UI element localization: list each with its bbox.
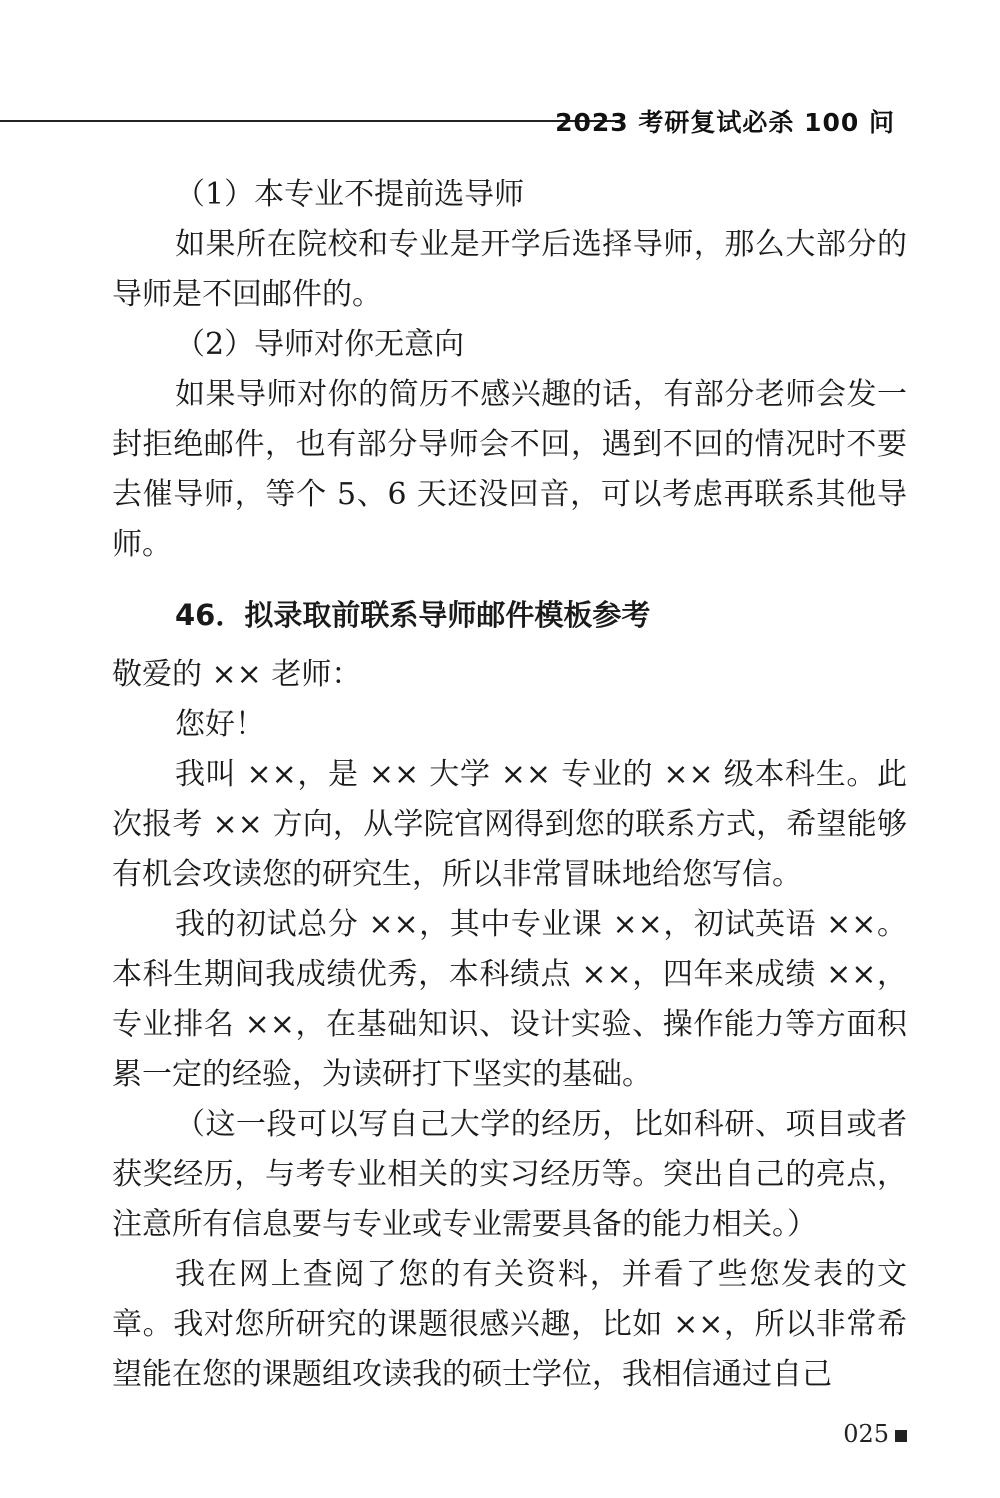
body-paragraph: 如果所在院校和专业是开学后选择导师，那么大部分的导师是不回邮件的。 [112, 227, 907, 312]
section-heading: 46．拟录取前联系导师邮件模板参考 [175, 598, 651, 632]
page-body [112, 170, 907, 1400]
letter-note-paragraph: （这一段可以写自己大学的经历，比如科研、项目或者获奖经历，与考专业相关的实习经历等。突出自己的亮点，注意所有信息要与专业或专业需要具备的能力相关。） [112, 1107, 907, 1242]
page-number-text: 025 [843, 1420, 889, 1448]
subheading-2: （2）导师对你无意向 [175, 327, 465, 362]
page-number [843, 1420, 907, 1448]
letter-paragraph: 我的初试总分 ××，其中专业课 ××，初试英语 ××。本科生期间我成绩优秀，本科绩点 ××，四年来成绩 ××，专业排名 ××，在基础知识、设计实验、操作能力等方面积累一定的经验，为读研打下坚实的基础。 [112, 907, 907, 1092]
letter-paragraph: 我叫 ××，是 ×× 大学 ×× 专业的 ×× 级本科生。此次报考 ×× 方向，从学院官网得到您的联系方式，希望能够有机会攻读您的研究生，所以非常冒昧地给您写信。 [112, 757, 907, 892]
page-marker-square [895, 1430, 907, 1442]
subheading-1: （1）本专业不提前选导师 [175, 177, 525, 212]
body-paragraph: 如果导师对你的简历不感兴趣的话，有部分老师会发一封拒绝邮件，也有部分导师会不回，遇到不回的情况时不要去催导师，等个 5、6 天还没回音，可以考虑再联系其他导师。 [112, 377, 907, 562]
running-header-title: 2023 考研复试必杀 100 问 [555, 108, 895, 137]
letter-greeting: 您好！ [175, 707, 265, 742]
letter-salutation: 敬爱的 ×× 老师： [112, 657, 362, 692]
header-rule [0, 120, 615, 122]
letter-paragraph: 我在网上查阅了您的有关资料，并看了些您发表的文章。我对您所研究的课题很感兴趣，比如 ××，所以非常希望能在您的课题组攻读我的硕士学位，我相信通过自己 [112, 1257, 907, 1392]
